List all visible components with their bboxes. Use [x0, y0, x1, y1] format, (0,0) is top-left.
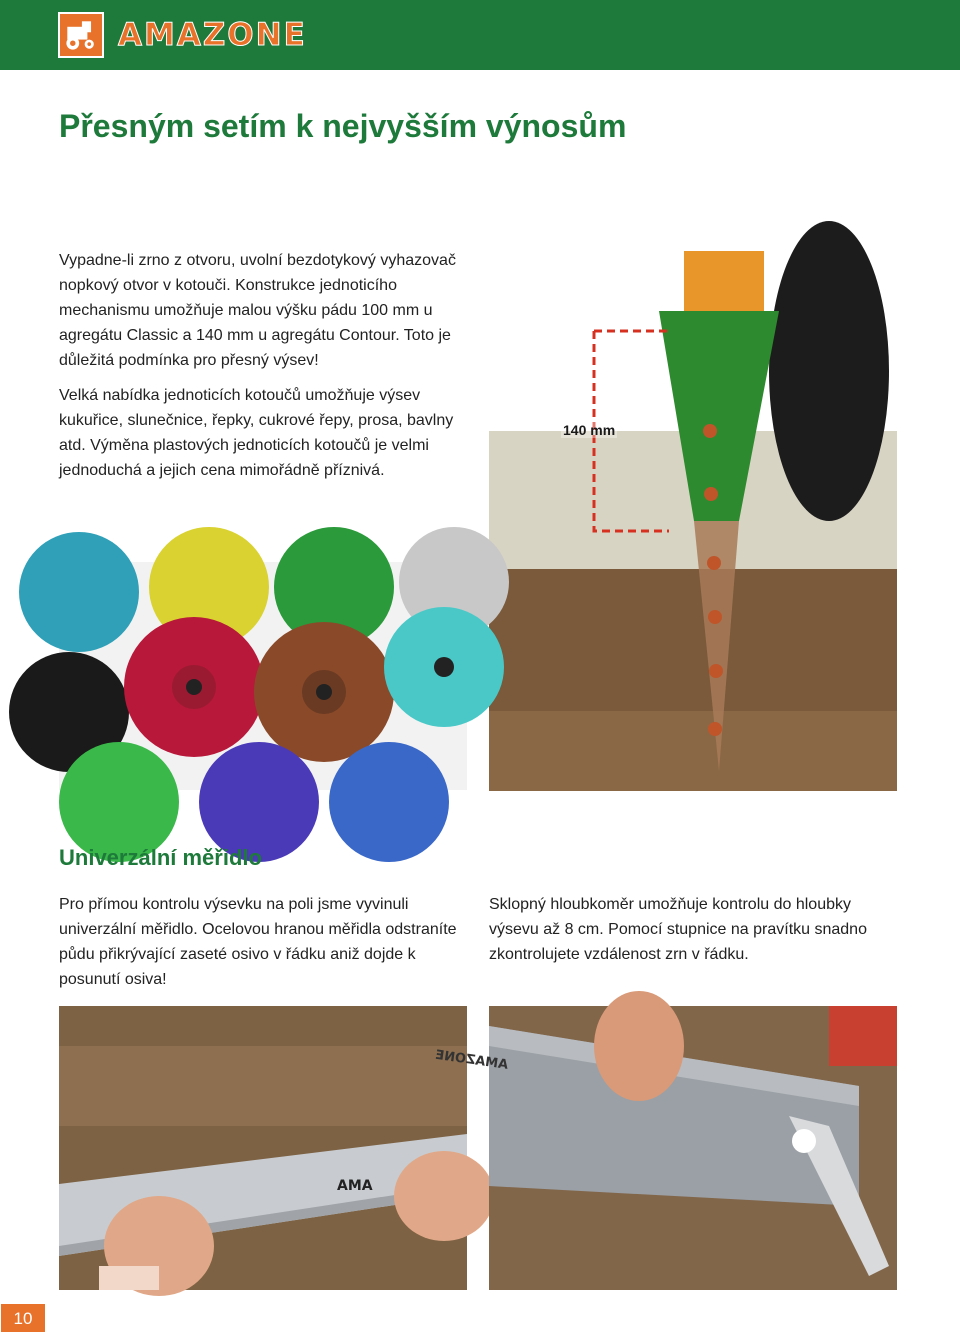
gauge-field-photo-left [59, 1006, 467, 1290]
fall-height-label: 140 mm [563, 422, 616, 438]
intro-paragraph-2: Velká nabídka jednoticích kotoučů umožňuje výsev kukuřice, slunečnice, řepky, cukrové řepy, prosa, bavlny atd. Výměna plastových jednoticích kotoučů je velmi jednoduchá a jejich cena mimořádně příznivá. [59, 387, 454, 479]
brand-logo-text: AMAZONE [118, 17, 307, 53]
seeder-mechanism-photo [489, 251, 897, 791]
page-number-badge [0, 1303, 46, 1333]
seed-discs-photo [59, 562, 467, 790]
gauge-paragraph-left: Pro přímou kontrolu výsevku na poli jsme vyvinuli univerzální měřidlo. Ocelovou hranou měřidla odstraníte půdu přikrývající zaseté osivo v řádku aniž dojde k posunutí osiva! [59, 896, 457, 988]
section-title-gauge: Univerzální měřidlo [59, 845, 262, 870]
intro-paragraph-1: Vypadne-li zrno z otvoru, uvolní bezdotykový vyhazovač nopkový otvor v kotouči. Konstrukce jednoticího mechanismu umožňuje malou výšku pádu 100 mm u agregátu Classic a 140 mm u agregátu Contour. Toto je důležitá podmínka pro přesný výsev! [59, 252, 456, 369]
header-bar [0, 0, 960, 70]
gauge-paragraph-right: Sklopný hloubkoměr umožňuje kontrolu do hloubky výsevu až 8 cm. Pomocí stupnice na pravítku snadno zkontrolujete vzdálenost zrn v řádku. [489, 896, 867, 963]
gauge-field-photo-right [434, 1006, 897, 1290]
ruler-brand-mark-right: AMAZONE [434, 1047, 509, 1073]
ruler-brand-mark-left: AMA [337, 1178, 373, 1194]
page-title: Přesným setím k nejvyšším výnosům [59, 108, 627, 144]
amazone-tractor-logo-icon [58, 12, 104, 58]
page-number: 10 [0, 1303, 46, 1333]
